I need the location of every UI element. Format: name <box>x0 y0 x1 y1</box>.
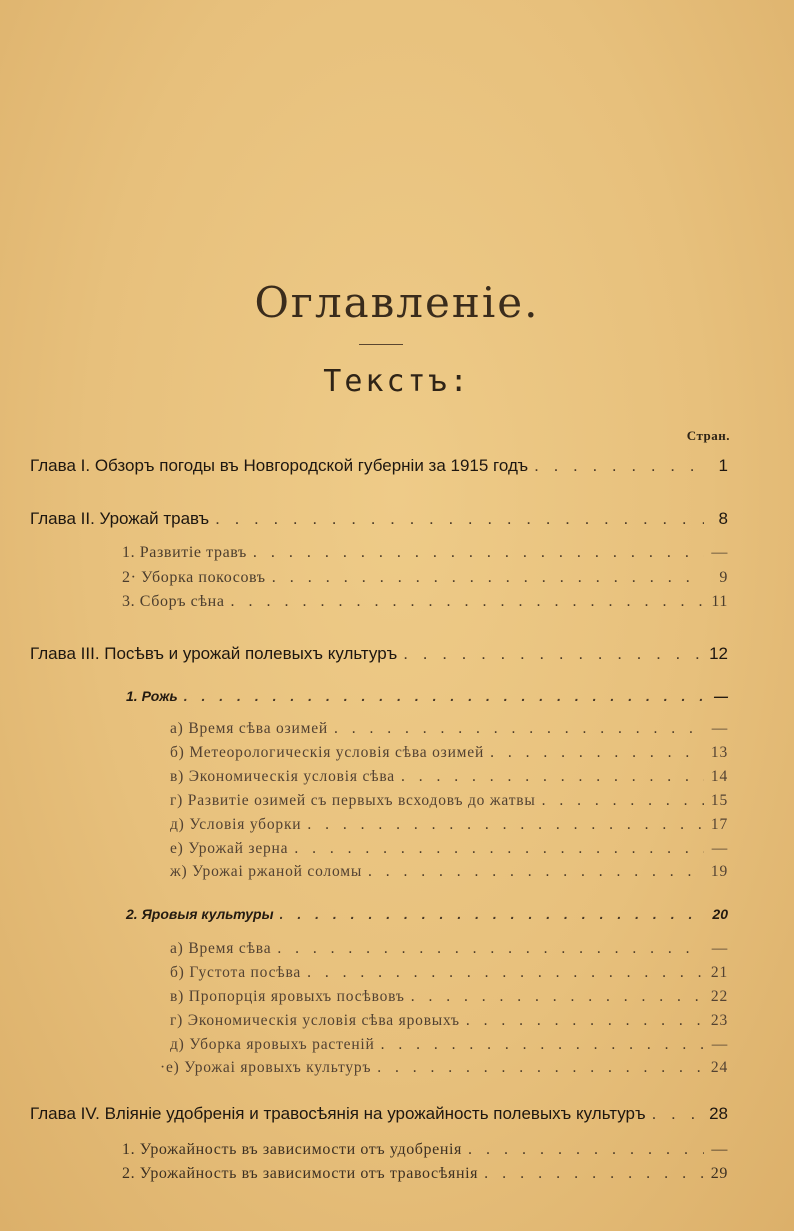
toc-section-label: 2. Урожайность въ зависимости отъ травосѣянія <box>122 1165 479 1182</box>
dot-leader <box>307 816 704 834</box>
toc-page-number: — <box>711 1141 728 1158</box>
toc-page-number: 12 <box>709 644 728 663</box>
toc-subheading-label: 1. Рожь <box>126 688 178 704</box>
toc-item-label: б) Густота посѣва <box>170 964 302 981</box>
toc-item-label: б) Метеорологическія условія сѣва озимей <box>170 744 485 761</box>
toc-page-number: 19 <box>710 863 728 880</box>
dot-leader <box>401 768 704 786</box>
toc-section[interactable] <box>122 544 728 562</box>
toc-item[interactable] <box>170 1012 728 1030</box>
dot-leader <box>381 1036 704 1054</box>
toc-page-number: 1 <box>718 456 728 475</box>
title-divider <box>359 344 403 345</box>
toc-section[interactable] <box>122 1165 728 1183</box>
toc-chapter-2[interactable] <box>30 509 728 529</box>
page-column-header: Стран. <box>686 428 730 443</box>
toc-section[interactable] <box>122 569 728 587</box>
toc-item[interactable] <box>170 744 728 762</box>
dot-leader <box>403 644 703 664</box>
toc-page-number: — <box>711 840 728 857</box>
toc-item[interactable] <box>170 863 728 881</box>
toc-item[interactable] <box>160 1059 728 1077</box>
toc-item-label: г) Экономическія условія сѣва яровыхъ <box>170 1012 460 1029</box>
toc-item-label: г) Развитіе озимей съ первыхъ всходовъ до жатвы <box>170 792 536 809</box>
toc-page-number: 20 <box>712 906 728 922</box>
dot-leader <box>377 1059 704 1077</box>
toc-item[interactable] <box>170 940 728 958</box>
toc-item-label: ж) Урожаі ржаной соломы <box>170 863 363 880</box>
toc-page-number: 22 <box>710 988 728 1005</box>
toc-section-label: 3. Сборъ сѣна <box>122 593 225 610</box>
dot-leader <box>253 544 704 562</box>
toc-page-number: — <box>711 940 728 957</box>
toc-page-number: 11 <box>711 593 728 610</box>
toc-page-number: — <box>714 688 728 704</box>
toc-item[interactable] <box>170 964 728 982</box>
toc-item[interactable] <box>170 988 728 1006</box>
dot-leader <box>490 744 704 762</box>
dot-leader <box>231 593 704 611</box>
toc-chapter-1[interactable] <box>30 456 728 476</box>
toc-section-label: 1. Урожайность въ зависимости отъ удобренія <box>122 1141 463 1158</box>
toc-item-label: д) Уборка яровыхъ растеній <box>170 1036 375 1053</box>
toc-section-label: 1. Развитіе травъ <box>122 544 247 561</box>
toc-item-label: а) Время сѣва озимей <box>170 720 329 737</box>
dot-leader <box>294 840 704 858</box>
dot-leader <box>215 509 704 529</box>
toc-item[interactable] <box>170 1036 728 1054</box>
toc-page-number: 21 <box>710 964 728 981</box>
toc-page-number: 8 <box>718 509 728 528</box>
toc-section[interactable] <box>122 1141 728 1159</box>
toc-chapter-4[interactable] <box>30 1104 728 1124</box>
dot-leader <box>542 792 704 810</box>
toc-item-label: д) Условія уборки <box>170 816 302 833</box>
toc-page-number: 29 <box>710 1165 728 1182</box>
page-title: Оглавленіе. <box>254 278 540 327</box>
toc-section-label: 2· Уборка покосовъ <box>122 569 266 586</box>
dot-leader <box>334 720 704 738</box>
toc-item[interactable] <box>170 768 728 786</box>
toc-page-number: 17 <box>710 816 728 833</box>
toc-page-number: 14 <box>710 768 728 785</box>
toc-chapter-label: Глава I. Обзоръ погоды въ Новгородской губерніи за 1915 годъ <box>30 456 529 475</box>
toc-subheading[interactable] <box>126 688 728 704</box>
dot-leader <box>368 863 704 881</box>
dot-leader <box>184 688 704 704</box>
dot-leader <box>466 1012 704 1030</box>
toc-item[interactable] <box>170 792 728 810</box>
toc-item-label: а) Время сѣва <box>170 940 272 957</box>
toc-item-label: в) Экономическія условія сѣва <box>170 768 395 785</box>
dot-leader <box>534 456 704 476</box>
toc-item-label: ·е) Урожаі яровыхъ культуръ <box>160 1059 372 1076</box>
dot-leader <box>280 906 704 922</box>
toc-item-label: в) Пропорція яровыхъ посѣвовъ <box>170 988 405 1005</box>
toc-item-label: е) Урожай зерна <box>170 840 289 857</box>
dot-leader <box>411 988 704 1006</box>
toc-page-number: 24 <box>710 1059 728 1076</box>
dot-leader <box>468 1141 704 1159</box>
toc-subheading[interactable] <box>126 906 728 922</box>
toc-chapter-label: Глава II. Урожай травъ <box>30 509 210 528</box>
dot-leader <box>307 964 704 982</box>
toc-item[interactable] <box>170 816 728 834</box>
toc-page-number: 9 <box>719 569 728 586</box>
section-heading: Текстъ: <box>323 364 471 399</box>
toc-chapter-label: Глава IV. Вліяніе удобренія и травосѣянія на урожайность полевыхъ культуръ <box>30 1104 646 1123</box>
toc-section[interactable] <box>122 593 728 611</box>
toc-page-number: 15 <box>710 792 728 809</box>
dot-leader <box>272 569 704 587</box>
toc-page-number: 13 <box>710 744 728 761</box>
toc-page-number: — <box>711 1036 728 1053</box>
toc-chapter-3[interactable] <box>30 644 728 664</box>
toc-item[interactable] <box>170 720 728 738</box>
toc-item[interactable] <box>170 840 728 858</box>
toc-chapter-label: Глава III. Посѣвъ и урожай полевыхъ культуръ <box>30 644 398 663</box>
toc-page-number: — <box>711 720 728 737</box>
toc-page-number: 23 <box>710 1012 728 1029</box>
dot-leader <box>484 1165 704 1183</box>
dot-leader <box>652 1104 703 1124</box>
toc-page-number: 28 <box>709 1104 728 1123</box>
dot-leader <box>277 940 704 958</box>
toc-subheading-label: 2. Яровыя культуры <box>126 906 274 922</box>
toc-page-number: — <box>711 544 728 561</box>
